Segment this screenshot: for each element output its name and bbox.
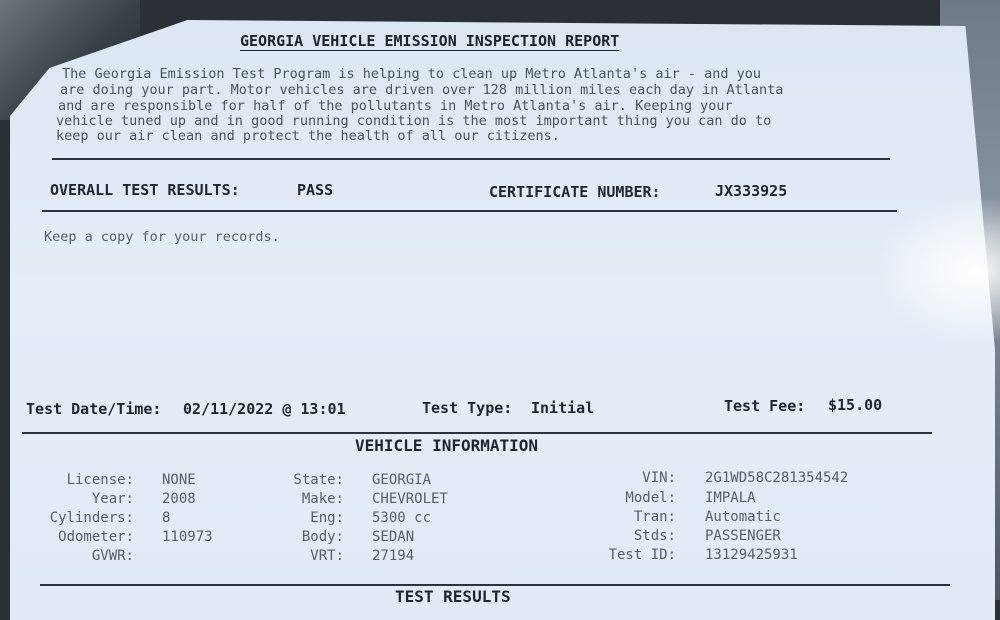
gvwr-label: GVWR: [91,548,134,564]
odometer-label: Odometer: [58,529,134,545]
vin-value: 2G1WD58C281354542 [705,470,849,486]
license-value: NONE [162,472,196,488]
test-datetime-value: 02/11/2022 @ 13:01 [183,400,346,418]
stds-value: PASSENGER [705,528,781,544]
intro-line-1: The Georgia Emission Test Program is helping to clean up Metro Atlanta's air - and you [62,66,761,82]
keep-copy-note: Keep a copy for your records. [44,229,280,245]
divider-4 [40,584,950,586]
make-value: CHEVROLET [372,491,448,507]
eng-value: 5300 cc [372,510,432,526]
make-label: Make: [301,491,344,507]
intro-line-3: and are responsible for half of the pollutants in Metro Atlanta's air. Keeping your [58,98,733,114]
overall-results-label: OVERALL TEST RESULTS: [50,181,240,199]
light-glare [880,200,1000,340]
year-label: Year: [91,491,134,507]
test-fee-label: Test Fee: [724,397,806,415]
test-type-value: Initial [531,399,595,417]
tran-value: Automatic [705,509,781,525]
divider-3 [22,432,932,434]
intro-line-5: keep our air clean and protect the health of all our citizens. [56,128,560,144]
certificate-number-label: CERTIFICATE NUMBER: [489,183,661,201]
state-value: GEORGIA [372,472,432,488]
test-fee-value: $15.00 [828,396,883,414]
model-value: IMPALA [705,490,756,506]
intro-line-4: vehicle tuned up and in good running condition is the most important thing you can do to [56,113,772,129]
state-label: State: [293,472,344,488]
intro-line-2: are doing your part. Motor vehicles are driven over 128 million miles each day in Atlanta [60,82,784,98]
test-datetime-label: Test Date/Time: [26,400,162,418]
tran-label: Tran: [633,509,676,525]
overall-results-value: PASS [297,181,334,199]
body-value: SEDAN [372,529,415,545]
vin-label: VIN: [642,470,676,486]
vrt-value: 27194 [372,548,415,564]
body-label: Body: [301,529,344,545]
certificate-number-value: JX333925 [715,182,788,200]
test-id-value: 13129425931 [705,547,798,563]
cylinders-value: 8 [162,510,171,526]
model-label: Model: [625,490,676,506]
year-value: 2008 [162,491,196,507]
test-results-heading: TEST RESULTS [395,587,511,606]
stds-label: Stds: [633,528,676,544]
license-label: License: [66,472,134,488]
eng-label: Eng: [310,510,344,526]
test-id-label: Test ID: [608,547,676,563]
report-title: GEORGIA VEHICLE EMISSION INSPECTION REPORT [240,32,620,50]
vrt-label: VRT: [310,548,344,564]
test-type-label: Test Type: [422,399,513,417]
vehicle-info-heading: VEHICLE INFORMATION [355,436,539,455]
cylinders-label: Cylinders: [49,510,134,526]
divider-2 [42,210,897,212]
divider-1 [52,158,890,160]
odometer-value: 110973 [162,529,213,545]
